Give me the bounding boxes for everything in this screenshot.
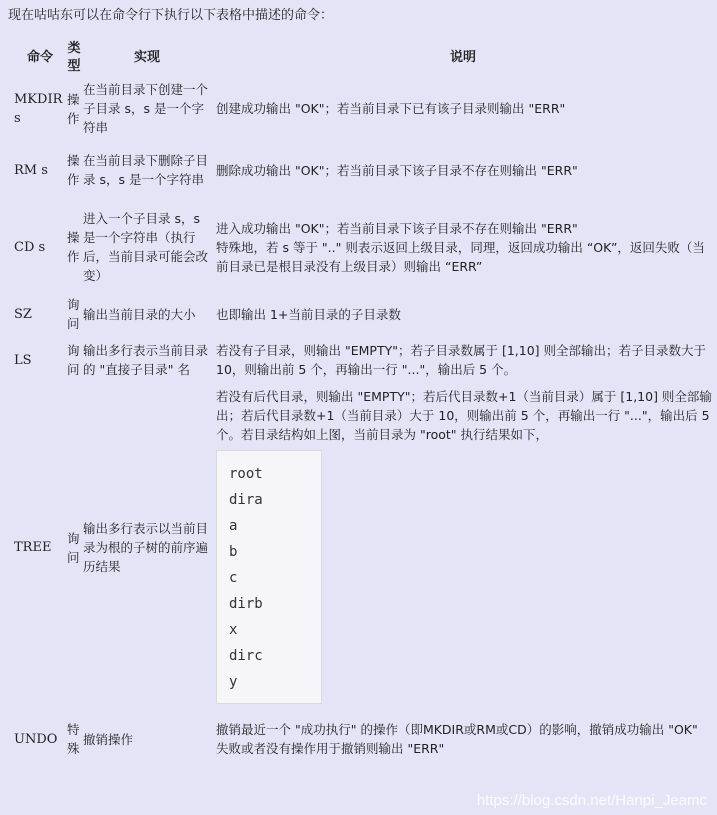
code-line: dira: [229, 492, 263, 508]
desc-cell: [212, 78, 714, 139]
desc-line: 删除成功输出 "OK"；若当前目录下该子目录不存在则输出 "ERR": [216, 162, 578, 178]
impl-cell: 在当前目录下删除子目录 s，s 是一个字符串: [83, 153, 209, 187]
desc-cell: [212, 710, 714, 768]
desc-line: 若没有子目录，则输出 "EMPTY"；若子目录数属于 [1,10] 则全部输出；若子目录数大于 10，则输出前 5 个，再输出一行 "..."，输出后 5 个。: [216, 343, 706, 377]
impl-cell: 输出多行表示以当前目录为根的子树的前序遍历结果: [83, 521, 209, 574]
table-header-row: [14, 38, 714, 78]
code-line: dirb: [229, 596, 263, 612]
desc-line: 创建成功输出 "OK"；若当前目录下已有该子目录则输出 "ERR": [216, 101, 566, 116]
code-line: x: [229, 622, 238, 638]
desc-line: 若没有后代目录，则输出 "EMPTY"；若后代目录数+1（当前目录）属于 [1,10] 则全部输出；若后代目录数+1（当前目录）大于 10，则输出前 5 个，再输出一行 "..."，输出后 5 个。若目录结构如上图，当前目录为 "root" 执行结果如下，: [216, 389, 712, 442]
table-row: [14, 201, 714, 293]
cmd-cell: SZ: [14, 306, 32, 322]
type-cell: 询问: [67, 530, 80, 565]
header-cmd: 命令: [26, 50, 53, 65]
code-line: a: [229, 518, 238, 534]
cmd-cell: TREE: [14, 540, 52, 555]
code-line: b: [229, 544, 238, 560]
header-impl: 实现: [133, 50, 160, 65]
code-line: dirc: [229, 648, 263, 664]
impl-cell: 撤销操作: [83, 731, 134, 747]
code-block: [216, 450, 322, 704]
table-row: [14, 293, 714, 335]
type-cell: 询问: [67, 297, 80, 331]
table-row: [14, 335, 714, 385]
impl-cell: 进入一个子目录 s，s 是一个字符串（执行后，当前目录可能会改变）: [83, 211, 209, 283]
watermark: https://blog.csdn.net/Hanpi_Jeamc: [476, 792, 707, 809]
desc-cell: [212, 139, 714, 201]
intro-text: 现在咕咕东可以在命令行下执行以下表格中描述的命令：: [8, 8, 334, 23]
cmd-cell: CD s: [14, 239, 46, 255]
type-cell: 询问: [67, 343, 80, 377]
code-line: c: [229, 570, 238, 586]
command-table: [14, 38, 714, 768]
type-cell: 操作: [67, 91, 80, 126]
type-cell: 操作: [67, 153, 80, 187]
type-cell: 操作: [67, 230, 80, 264]
table-row: [14, 78, 714, 139]
impl-cell: 在当前目录下创建一个子目录 s，s 是一个字符串: [83, 82, 209, 135]
desc-cell: [212, 201, 714, 293]
header-desc: 说明: [449, 50, 476, 65]
cmd-cell: MKDIR s: [14, 91, 63, 126]
desc-line: 撤销最近一个 "成功执行" 的操作（即MKDIR或RM或CD）的影响，撤销成功输出 "OK" 失败或者没有操作用于撤销则输出 "ERR": [216, 722, 698, 756]
header-type: 类型: [67, 41, 81, 74]
impl-cell: 输出多行表示当前目录的 "直接子目录" 名: [83, 343, 209, 377]
impl-cell: 输出当前目录的大小: [83, 306, 196, 322]
type-cell: 特殊: [67, 722, 80, 756]
cmd-cell: UNDO: [14, 731, 58, 747]
desc-cell: [212, 335, 714, 385]
cmd-cell: LS: [14, 352, 32, 368]
table-row: [14, 385, 714, 710]
table-row: [14, 139, 714, 201]
table-row: [14, 710, 714, 768]
cmd-cell: RM s: [14, 162, 48, 178]
desc-line: 也即输出 1+当前目录的子目录数: [216, 306, 401, 322]
desc-cell: [212, 385, 714, 710]
code-line: y: [229, 674, 238, 690]
desc-line: 进入成功输出 "OK"；若当前目录下该子目录不存在则输出 "ERR": [216, 220, 578, 236]
code-line: root: [229, 466, 263, 482]
desc-cell: [212, 293, 714, 335]
desc-line: 特殊地，若 s 等于 ".." 则表示返回上级目录，同理，返回成功输出 “OK”，返回失败（当前目录已是根目录没有上级目录）则输出 “ERR”: [216, 239, 705, 274]
